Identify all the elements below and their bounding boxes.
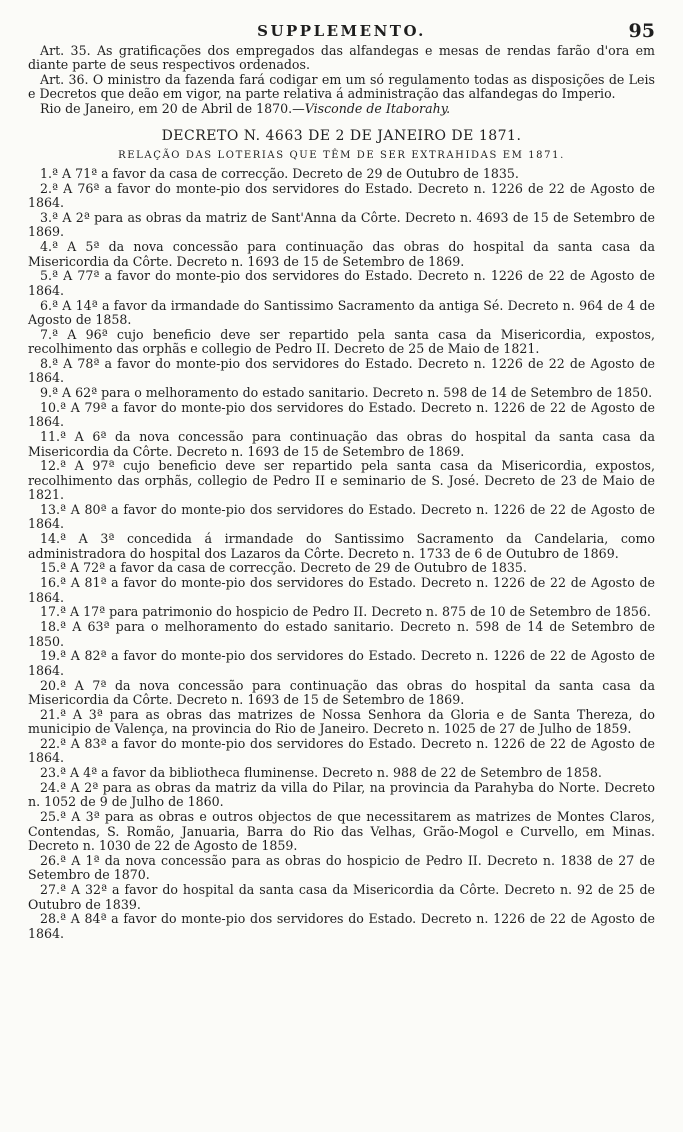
lottery-list	[28, 167, 655, 941]
list-item: 8.ª A 78ª a favor do monte-pio dos servidores do Estado. Decreto n. 1226 de 22 de Agosto de 1864.	[28, 356, 655, 386]
list-item: 6.ª A 14ª a favor da irmandade do Santissimo Sacramento da antiga Sé. Decreto n. 964 de 4 de Agosto de 1858.	[28, 297, 655, 328]
list-item: 11.ª A 6ª da nova concessão para continuação das obras do hospital da santa casa da Misericordia da Côrte. Decreto n. 1693 de 15 de Setembro de 1869.	[28, 429, 655, 459]
list-item: 9.ª A 62ª para o melhoramento do estado sanitario. Decreto n. 598 de 14 de Setembro de 1850.	[40, 385, 653, 401]
article-block	[28, 44, 655, 116]
signature: Visconde de Itaborahy.	[304, 100, 451, 116]
list-item: 17.ª A 17ª para patrimonio do hospicio de Pedro II. Decreto n. 875 de 10 de Setembro de 1856.	[40, 604, 651, 620]
decree-heading: DECRETO N. 4663 DE 2 DE JANEIRO DE 1871.	[161, 128, 522, 145]
list-item: 7.ª A 96ª cujo beneficio deve ser repartido pela santa casa da Misericordia, expostos, recolhimento das orphãs e collegio de Pedro II. Decreto de 25 de Maio de 1821.	[28, 326, 655, 357]
list-item: 25.ª A 3ª para as obras e outros objectos de que necessitarem as matrizes de Montes Claros, Contendas, S. Romão, Januaria, Barra do Rio das Velhas, Grão-Mogol e Curvello, em Minas. Decreto n. 1030 de 22 de Agosto de 1859.	[28, 809, 655, 854]
dateline	[28, 102, 655, 116]
article-35: Art. 35. As gratificações dos empregados das alfandegas e mesas de rendas farão d'ora em diante parte de seus respectivos ordenados.	[28, 43, 655, 73]
list-item: 2.ª A 76ª a favor do monte-pio dos servidores do Estado. Decreto n. 1226 de 22 de Agosto de 1864.	[28, 180, 655, 211]
running-title: SUPPLEMENTO.	[257, 22, 426, 40]
article-36: Art. 36. O ministro da fazenda fará codigar em um só regulamento todas as disposições de Leis e Decretos que deão em vigor, na parte relativa á administração das alfandegas do Imperio.	[28, 71, 655, 102]
dateline-text: Rio de Janeiro, em 20 de Abril de 1870.—	[40, 100, 305, 116]
list-item: 23.ª A 4ª a favor da bibliotheca fluminense. Decreto n. 988 de 22 de Setembro de 1858.	[40, 765, 602, 781]
list-item: 18.ª A 63ª para o melhoramento do estado sanitario. Decreto n. 598 de 14 de Setembro de 1850.	[28, 619, 655, 649]
list-item: 14.ª A 3ª concedida á irmandade do Santissimo Sacramento da Candelaria, como administradora do hospital dos Lazaros da Côrte. Decreto n. 1733 de 6 de Outubro de 1869.	[28, 531, 655, 561]
list-item: 5.ª A 77ª a favor do monte-pio dos servidores do Estado. Decreto n. 1226 de 22 de Agosto de 1864.	[28, 268, 655, 298]
list-item: 16.ª A 81ª a favor do monte-pio dos servidores do Estado. Decreto n. 1226 de 22 de Agosto de 1864.	[28, 575, 655, 605]
list-item: 3.ª A 2ª para as obras da matriz de Sant'Anna da Côrte. Decreto n. 4693 de 15 de Setembro de 1869.	[28, 210, 655, 240]
list-item: 1.ª A 71ª a favor da casa de correcção. Decreto de 29 de Outubro de 1835.	[40, 166, 519, 182]
list-item: 20.ª A 7ª da nova concessão para continuação das obras do hospital da santa casa da Misericordia da Côrte. Decreto n. 1693 de 15 de Setembro de 1869.	[28, 677, 655, 708]
page-header	[28, 20, 655, 42]
list-item: 24.ª A 2ª para as obras da matriz da villa do Pilar, na provincia da Parahyba do Norte. Decreto n. 1052 de 9 de Julho de 1860.	[28, 780, 655, 810]
list-item: 12.ª A 97ª cujo beneficio deve ser repartido pela santa casa da Misericordia, expostos, recolhimento das orphãs, collegio de Pedro II e seminario de S. José. Decreto de 23 de Maio de 1821.	[28, 458, 655, 503]
list-item: 21.ª A 3ª para as obras das matrizes de Nossa Senhora da Gloria e de Santa Thereza, do municipio de Valença, na provincia do Rio de Janeiro. Decreto n. 1025 de 27 de Julho de 1859.	[28, 706, 655, 737]
list-item: 26.ª A 1ª da nova concessão para as obras do hospicio de Pedro II. Decreto n. 1838 de 27 de Setembro de 1870.	[28, 852, 655, 883]
list-item: 22.ª A 83ª a favor do monte-pio dos servidores do Estado. Decreto n. 1226 de 22 de Agosto de 1864.	[28, 736, 655, 766]
list-item: 10.ª A 79ª a favor do monte-pio dos servidores do Estado. Decreto n. 1226 de 22 de Agosto de 1864.	[28, 400, 655, 430]
list-item: 28.ª A 84ª a favor do monte-pio dos servidores do Estado. Decreto n. 1226 de 22 de Agosto de 1864.	[28, 911, 655, 941]
page-number: 95	[628, 20, 655, 42]
list-item: 27.ª A 32ª a favor do hospital da santa casa da Misericordia da Côrte. Decreto n. 92 de 25 de Outubro de 1839.	[28, 882, 655, 912]
list-item: 15.ª A 72ª a favor da casa de correcção. Decreto de 29 de Outubro de 1835.	[40, 560, 527, 576]
list-heading: RELAÇÃO DAS LOTERIAS QUE TÊM DE SER EXTRAHIDAS EM 1871.	[118, 150, 565, 162]
list-item: 13.ª A 80ª a favor do monte-pio dos servidores do Estado. Decreto n. 1226 de 22 de Agosto de 1864.	[28, 502, 655, 532]
list-item: 19.ª A 82ª a favor do monte-pio dos servidores do Estado. Decreto n. 1226 de 22 de Agosto de 1864.	[28, 648, 655, 678]
list-item: 4.ª A 5ª da nova concessão para continuação das obras do hospital da santa casa da Misericordia da Côrte. Decreto n. 1693 de 15 de Setembro de 1869.	[28, 239, 655, 269]
